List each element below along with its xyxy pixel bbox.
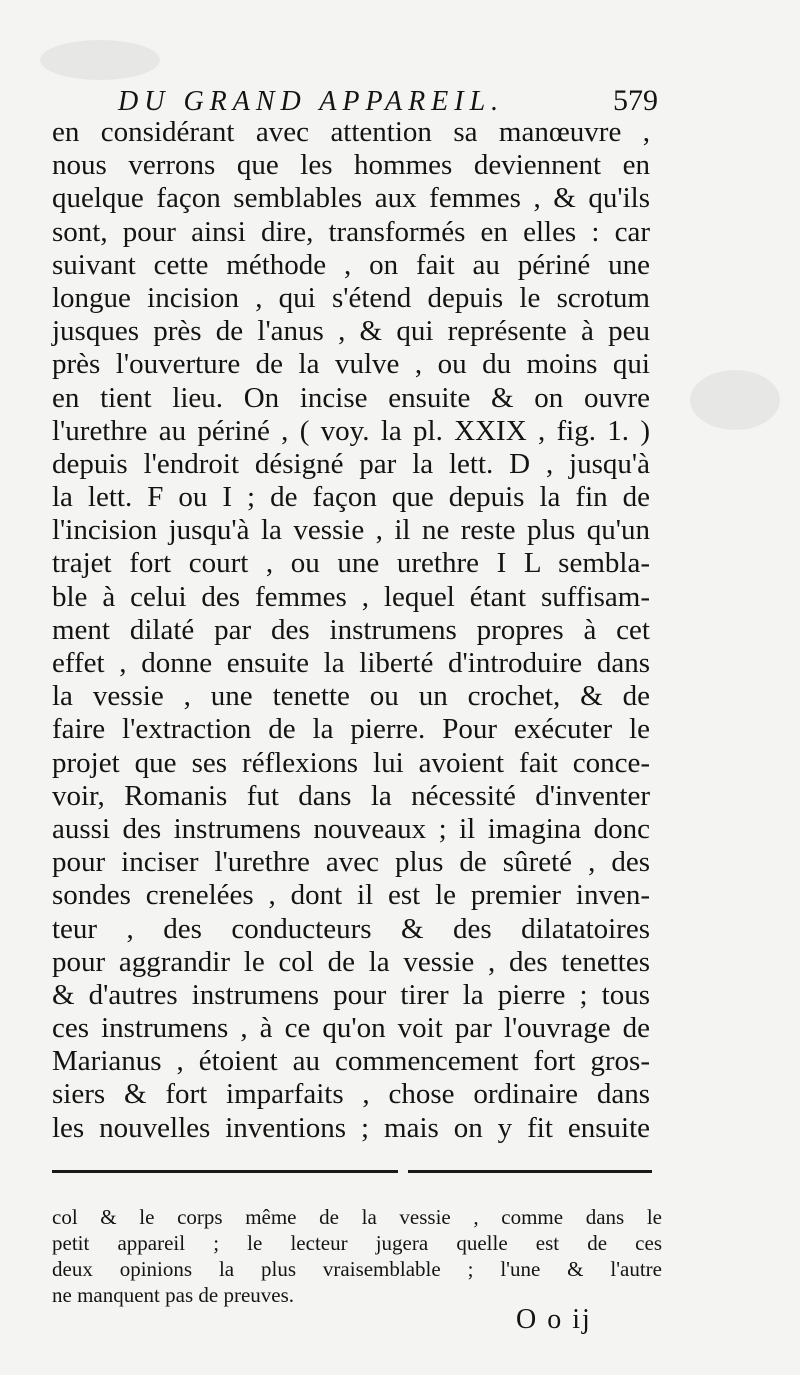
footnote-line: deux opinions la plus vraisemblable ; l'une & l'autre	[52, 1257, 662, 1281]
text-line: pour inciser l'urethre avec plus de sûreté , des	[52, 846, 650, 879]
text-line: siers & fort imparfaits , chose ordinaire dans	[52, 1078, 650, 1111]
text-line: ble à celui des femmes , lequel étant suffisam-	[52, 580, 650, 613]
text-line: ment dilaté par des instrumens propres à cet	[52, 613, 650, 646]
text-line: pour aggrandir le col de la vessie , des tenettes	[52, 945, 650, 978]
text-line: longue incision , qui s'étend depuis le scrotum	[52, 281, 650, 314]
text-line: nous verrons que les hommes deviennent en	[52, 149, 650, 182]
text-line: la vessie , une tenette ou un crochet, & de	[52, 680, 650, 713]
footnote	[52, 1204, 662, 1308]
text-line: faire l'extraction de la pierre. Pour exécuter le	[52, 713, 650, 746]
text-line: suivant cette méthode , on fait au périné une	[52, 248, 650, 281]
paper-smudge	[40, 40, 160, 80]
text-line: en tient lieu. On incise ensuite & on ouvre	[52, 381, 650, 414]
text-line: près l'ouverture de la vulve , ou du moins qui	[52, 348, 650, 381]
text-line: projet que ses réflexions lui avoient fait conce-	[52, 746, 650, 779]
footnote-line: ne manquent pas de preuves.	[52, 1283, 295, 1307]
body-text	[52, 116, 650, 1145]
text-line: en considérant avec attention sa manœuvre ,	[52, 116, 650, 148]
text-line: ces instrumens , à ce qu'on voit par l'ouvrage de	[52, 1012, 650, 1045]
text-line: depuis l'endroit désigné par la lett. D , jusqu'à	[52, 447, 650, 480]
page-number: 579	[613, 84, 658, 117]
text-line: & d'autres instrumens pour tirer la pierre ; tous	[52, 978, 650, 1011]
text-line: quelque façon semblables aux femmes , & qu'ils	[52, 182, 650, 215]
text-line: trajet fort court , ou une urethre I L sembla-	[52, 547, 650, 580]
paper-smudge	[690, 370, 780, 430]
separator-rule-right	[408, 1170, 652, 1173]
text-line: sondes crenelées , dont il est le premier inven-	[52, 879, 650, 912]
text-line: la lett. F ou I ; de façon que depuis la fin de	[52, 481, 650, 514]
text-line: sont, pour ainsi dire, transformés en elles : car	[52, 215, 650, 248]
text-line: l'urethre au périné , ( voy. la pl. XXIX , fig. 1. )	[52, 414, 650, 447]
text-line: l'incision jusqu'à la vessie , il ne reste plus qu'un	[52, 514, 650, 547]
text-line: Marianus , étoient au commencement fort gros-	[52, 1045, 650, 1078]
text-line: aussi des instrumens nouveaux ; il imagina donc	[52, 812, 650, 845]
footnote-line: col & le corps même de la vessie , comme dans le	[52, 1205, 662, 1229]
text-line: les nouvelles inventions ; mais on y fit ensuite	[52, 1111, 650, 1144]
text-line: teur , des conducteurs & des dilatatoires	[52, 912, 650, 945]
text-line: voir, Romanis fut dans la nécessité d'inventer	[52, 779, 650, 812]
text-line: jusques près de l'anus , & qui représente à peu	[52, 315, 650, 348]
footnote-separator	[52, 1170, 652, 1180]
running-title: DU GRAND APPAREIL.	[118, 86, 505, 117]
text-line: effet , donne ensuite la liberté d'introduire dans	[52, 647, 650, 679]
signature-mark: O o ij	[516, 1304, 592, 1335]
footnote-line: petit appareil ; le lecteur jugera quelle est de ces	[52, 1231, 662, 1255]
separator-rule-left	[52, 1170, 398, 1173]
